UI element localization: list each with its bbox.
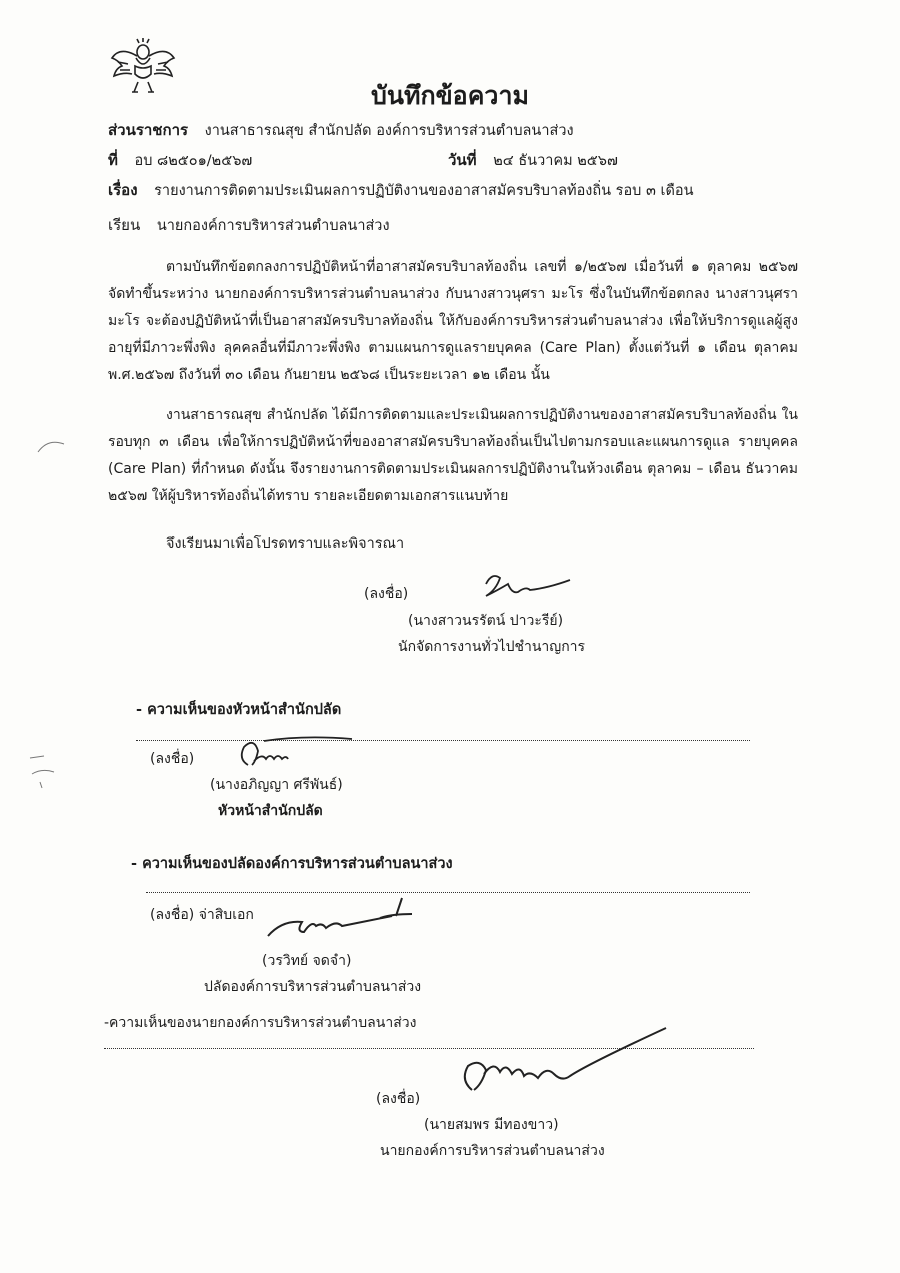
scan-mark-icon (36, 436, 66, 456)
opinion3-sign-label: (ลงชื่อ) (376, 1091, 421, 1107)
date-row (448, 148, 618, 172)
document-title: บันทึกข้อความ (371, 81, 529, 110)
subject-label: เรื่อง (108, 181, 138, 199)
date-value: ๒๔ ธันวาคม ๒๕๖๗ (493, 153, 618, 169)
opinion1-sign-label: (ลงชื่อ) (150, 751, 195, 767)
opinion1-name: (นางอภิญญา ศรีพันธ์) (210, 777, 343, 793)
signer1-name: (นางสาวนรรัตน์ ปาวะรีย์) (408, 613, 564, 629)
closing-text: จึงเรียนมาเพื่อโปรดทราบและพิจารณา (166, 536, 405, 552)
department-row (108, 118, 574, 142)
to-value: นายกองค์การบริหารส่วนตำบลนาส่วง (156, 218, 390, 234)
date-label: วันที่ (448, 151, 477, 169)
opinion2-position: ปลัดองค์การบริหารส่วนตำบลนาส่วง (204, 979, 422, 995)
opinion1-heading: - ความเห็นของหัวหน้าสำนักปลัด (136, 702, 342, 718)
opinion3-name: (นายสมพร มีทองขาว) (424, 1117, 559, 1133)
opinion3-signature-icon (458, 1024, 678, 1104)
signer1-sign-label: (ลงชื่อ) (364, 586, 409, 602)
reference-label: ที่ (108, 151, 118, 169)
opinion1-signature-icon (234, 735, 354, 775)
paragraph-2-text: งานสาธารณสุข สำนักปลัด ได้มีการติดตามและประเมินผลการปฏิบัติงานของอาสาสมัครบริบาลท้องถิ่น ในรอบทุก ๓ เดือน เพื่อให้การปฏิบัติหน้าที่ของอาสาสมัครบริบาลท้องถิ่นเป็นไปตามกรอบและแผนการดูแล รายบุคคล (Care Plan) ที่กำหนด ดังนั้น จึงรายงานการติดตามประเมินผลการปฏิบัติงานในห้วงเดือน ตุลาคม – เดือน ธันวาคม ๒๕๖๗ ให้ผู้บริหารท้องถิ่นได้ทราบ รายละเอียดตามเอกสารแนบท้าย (108, 407, 798, 504)
opinion2-heading: - ความเห็นของปลัดองค์การบริหารส่วนตำบลนาส่วง (131, 856, 453, 872)
department-label: ส่วนราชการ (108, 121, 189, 139)
opinion2-signature-icon (262, 892, 422, 942)
body-paragraph-2 (108, 402, 798, 510)
reference-row (108, 148, 252, 172)
signer1-signature-icon (478, 570, 578, 605)
opinion3-position: นายกองค์การบริหารส่วนตำบลนาส่วง (380, 1143, 605, 1159)
paragraph-1-text: ตามบันทึกข้อตกลงการปฏิบัติหน้าที่อาสาสมัครบริบาลท้องถิ่น เลขที่ ๑/๒๕๖๗ เมื่อวันที่ ๑ ตุลาคม ๒๕๖๗ จัดทำขึ้นระหว่าง นายกองค์การบริหารส่วนตำบลนาส่วง กับนางสาวนุศรา มะโร ซึ่งในบันทึกข้อตกลง นางสาวนุศรา มะโร จะต้องปฏิบัติหน้าที่เป็นอาสาสมัครบริบาลท้องถิ่น ให้กับองค์การบริหารส่วนตำบลนาส่วง เพื่อให้บริการดูแลผู้สูงอายุที่มีภาวะพึ่งพิง ลุคคลอื่นที่มีภาวะพึ่งพิง ตามแผนการดูแลรายบุคคล (Care Plan) ตั้งแต่วันที่ ๑ เดือน ตุลาคม พ.ศ.๒๕๖๗ ถึงวันที่ ๓๐ เดือน กันยายน ๒๕๖๘ เป็นระยะเวลา ๑๒ เดือน นั้น (108, 259, 798, 383)
department-value: งานสาธารณสุข สำนักปลัด องค์การบริหารส่วนตำบลนาส่วง (204, 123, 574, 139)
to-label: เรียน (108, 216, 141, 234)
signer1-position: นักจัดการงานทั่วไปชำนาญการ (398, 639, 586, 655)
opinion2-name: (วรวิทย์ จดจำ) (262, 953, 352, 969)
opinion1-dotted-line (136, 740, 750, 741)
opinion3-heading: -ความเห็นของนายกองค์การบริหารส่วนตำบลนาส่วง (104, 1015, 417, 1031)
scan-mark-icon (28, 752, 58, 792)
opinion2-dotted-line (146, 892, 750, 893)
reference-value: อบ ๘๒๕๐๑/๒๕๖๗ (134, 153, 253, 169)
opinion2-sign-label: (ลงชื่อ) จ่าสิบเอก (150, 907, 254, 923)
to-row (108, 213, 390, 237)
body-paragraph-1 (108, 254, 798, 389)
subject-row (108, 178, 694, 202)
subject-value: รายงานการติดตามประเมินผลการปฏิบัติงานของอาสาสมัครบริบาลท้องถิ่น รอบ ๓ เดือน (154, 183, 694, 199)
opinion1-position: หัวหน้าสำนักปลัด (218, 803, 323, 819)
